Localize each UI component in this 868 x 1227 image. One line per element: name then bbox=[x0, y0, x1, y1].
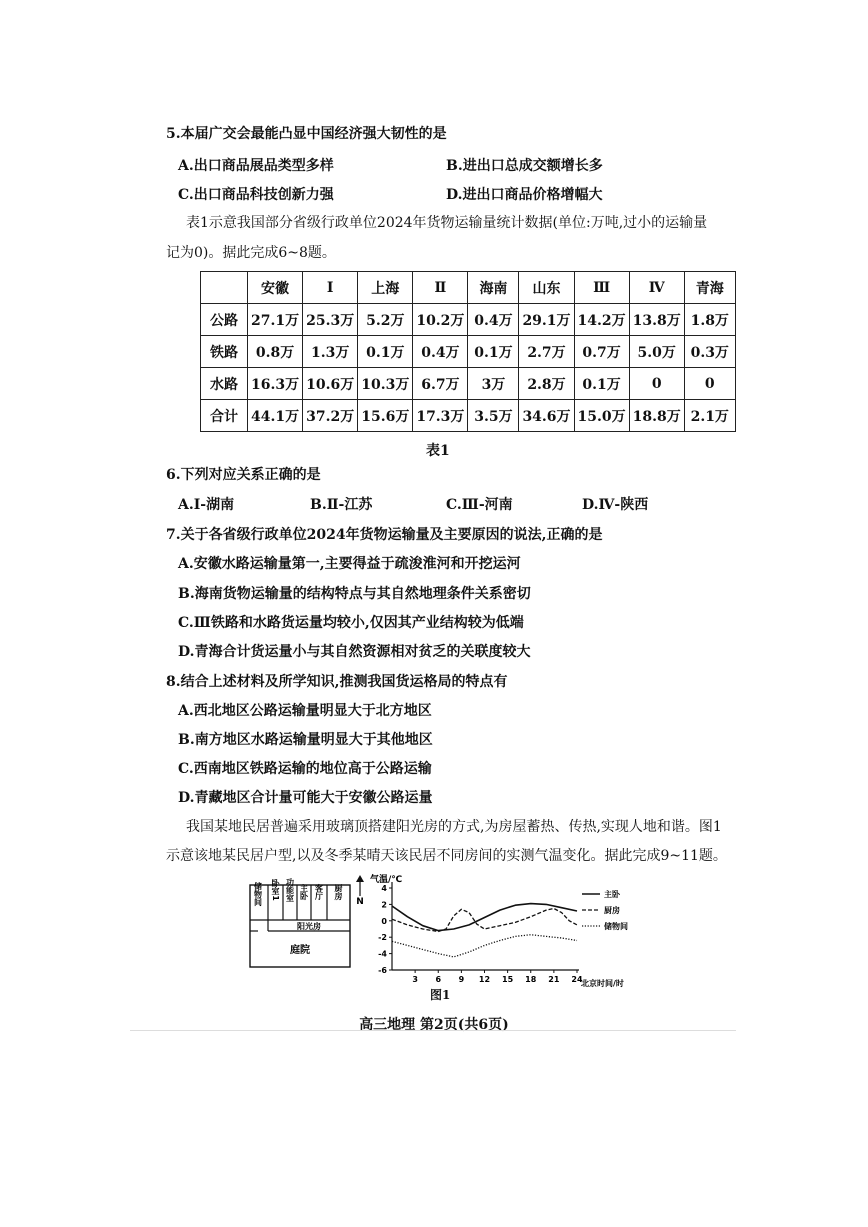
table-cell: 14.2万 bbox=[574, 304, 629, 336]
intro2-line2: 示意该地某民居户型,以及冬季某晴天该民居不同房间的实测气温变化。据此完成9~11题。 bbox=[166, 848, 727, 864]
q5-option-a: A.出口商品展品类型多样 bbox=[178, 158, 334, 174]
q5-option-c: C.出口商品科技创新力强 bbox=[178, 187, 334, 203]
table-cell: 0.7万 bbox=[574, 336, 629, 368]
table-row bbox=[201, 368, 736, 400]
table-cell: 1.8万 bbox=[684, 304, 735, 336]
q6-option-c: C.Ⅲ-河南 bbox=[446, 497, 513, 513]
table-cell: 15.6万 bbox=[358, 400, 413, 432]
x-tick-label: 6 bbox=[435, 975, 442, 984]
q5-stem: 5.本届广交会最能凸显中国经济强大韧性的是 bbox=[166, 126, 447, 142]
table-header-cell: 上海 bbox=[358, 272, 413, 304]
q8-option-b: B.南方地区水路运输量明显大于其他地区 bbox=[178, 732, 433, 748]
table-cell: 0 bbox=[629, 368, 684, 400]
table-1 bbox=[200, 271, 736, 432]
table-cell: 25.3万 bbox=[303, 304, 358, 336]
table-cell: 10.3万 bbox=[358, 368, 413, 400]
series-line-0 bbox=[392, 904, 577, 931]
x-tick-label: 12 bbox=[478, 975, 491, 984]
legend-label: 主卧 bbox=[604, 890, 620, 899]
q5-option-d: D.进出口商品价格增幅大 bbox=[446, 187, 603, 203]
chart-ylabel: 气温/℃ bbox=[370, 875, 403, 885]
table-cell: 铁路 bbox=[201, 336, 248, 368]
table-cell: 0.4万 bbox=[413, 336, 468, 368]
table-row bbox=[201, 400, 736, 432]
table-cell: 2.8万 bbox=[519, 368, 574, 400]
table-cell: 27.1万 bbox=[248, 304, 303, 336]
page-footer: 高三地理 第2页(共6页) bbox=[359, 1017, 509, 1033]
q5-option-b: B.进出口总成交额增长多 bbox=[446, 158, 603, 174]
table-cell: 6.7万 bbox=[413, 368, 468, 400]
table-row bbox=[201, 336, 736, 368]
intro2-line1: 我国某地民居普遍采用玻璃顶搭建阳光房的方式,为房屋蓄热、传热,实现人地和谐。图1 bbox=[186, 819, 722, 835]
room-function-label: 功能室 bbox=[285, 878, 295, 902]
table-cell: 3.5万 bbox=[468, 400, 519, 432]
table-row bbox=[201, 304, 736, 336]
x-tick-label: 15 bbox=[502, 975, 514, 984]
room-storage-label: 储物间 bbox=[253, 882, 263, 906]
room-living-label: 客厅 bbox=[314, 884, 324, 900]
table-cell: 44.1万 bbox=[248, 400, 303, 432]
table-cell: 10.6万 bbox=[303, 368, 358, 400]
x-tick-label: 9 bbox=[458, 975, 465, 984]
table-cell: 0.1万 bbox=[358, 336, 413, 368]
table-header-cell: Ⅰ bbox=[303, 272, 358, 304]
room-bedroom1-label: 卧室1 bbox=[271, 879, 280, 901]
q8-option-d: D.青藏地区合计量可能大于安徽公路运量 bbox=[178, 790, 433, 806]
north-label: N bbox=[356, 897, 364, 907]
table-cell: 18.8万 bbox=[629, 400, 684, 432]
figure-caption: 图1 bbox=[430, 988, 451, 1002]
sunroom-label: 阳光房 bbox=[297, 922, 321, 931]
series-line-2 bbox=[392, 935, 577, 957]
table-header-cell: 安徽 bbox=[248, 272, 303, 304]
temperature-chart bbox=[362, 870, 652, 1000]
y-tick-label: -6 bbox=[378, 966, 387, 975]
q8-option-a: A.西北地区公路运输量明显大于北方地区 bbox=[178, 703, 432, 719]
q7-option-d: D.青海合计货运量小与其自然资源相对贫乏的关联度较大 bbox=[178, 644, 531, 660]
table-cell: 3万 bbox=[468, 368, 519, 400]
table-cell: 0.8万 bbox=[248, 336, 303, 368]
q7-option-c: C.Ⅲ铁路和水路货运量均较小,仅因其产业结构较为低端 bbox=[178, 615, 524, 631]
q6-option-d: D.Ⅳ-陕西 bbox=[582, 497, 649, 513]
table-cell: 公路 bbox=[201, 304, 248, 336]
table-cell: 1.3万 bbox=[303, 336, 358, 368]
table-cell: 0.3万 bbox=[684, 336, 735, 368]
q7-stem: 7.关于各省级行政单位2024年货物运输量及主要原因的说法,正确的是 bbox=[166, 527, 603, 543]
table-cell: 29.1万 bbox=[519, 304, 574, 336]
q6-option-b: B.Ⅱ-江苏 bbox=[310, 497, 373, 513]
x-tick-label: 24 bbox=[571, 975, 583, 984]
footer-divider bbox=[130, 1030, 736, 1031]
table-header-cell bbox=[201, 272, 248, 304]
table-cell: 0.4万 bbox=[468, 304, 519, 336]
legend-label: 厨房 bbox=[604, 906, 620, 915]
y-tick-label: -4 bbox=[378, 949, 387, 959]
table-cell: 13.8万 bbox=[629, 304, 684, 336]
table-header-cell: Ⅲ bbox=[574, 272, 629, 304]
table-header-cell: 青海 bbox=[684, 272, 735, 304]
table-cell: 37.2万 bbox=[303, 400, 358, 432]
intro1-line2: 记为0)。据此完成6~8题。 bbox=[166, 245, 336, 261]
table-cell: 2.1万 bbox=[684, 400, 735, 432]
x-tick-label: 21 bbox=[548, 975, 560, 984]
y-tick-label: -2 bbox=[378, 933, 387, 943]
table-cell: 0.1万 bbox=[468, 336, 519, 368]
y-tick-label: 0 bbox=[381, 916, 387, 926]
table-cell: 5.0万 bbox=[629, 336, 684, 368]
courtyard-label: 庭院 bbox=[290, 945, 310, 956]
table-header-cell: 山东 bbox=[519, 272, 574, 304]
chart-xlabel: 北京时间/时 bbox=[581, 979, 624, 988]
table-cell: 10.2万 bbox=[413, 304, 468, 336]
y-tick-label: 2 bbox=[381, 900, 387, 910]
series-line-1 bbox=[392, 909, 577, 932]
legend-label: 储物间 bbox=[604, 922, 628, 931]
q7-option-b: B.海南货物运输量的结构特点与其自然地理条件关系密切 bbox=[178, 586, 531, 602]
x-tick-label: 3 bbox=[412, 975, 418, 984]
room-kitchen-label: 厨房 bbox=[334, 884, 343, 900]
q6-option-a: A.Ⅰ-湖南 bbox=[178, 497, 235, 513]
table-cell: 0.1万 bbox=[574, 368, 629, 400]
table-cell: 2.7万 bbox=[519, 336, 574, 368]
table-cell: 34.6万 bbox=[519, 400, 574, 432]
q8-stem: 8.结合上述材料及所学知识,推测我国货运格局的特点有 bbox=[166, 674, 508, 690]
table-cell: 合计 bbox=[201, 400, 248, 432]
table-cell: 17.3万 bbox=[413, 400, 468, 432]
q6-stem: 6.下列对应关系正确的是 bbox=[166, 467, 321, 483]
q8-option-c: C.西南地区铁路运输的地位高于公路运输 bbox=[178, 761, 432, 777]
table-header-cell: 海南 bbox=[468, 272, 519, 304]
room-master-label: 主卧 bbox=[299, 884, 309, 900]
table-cell: 16.3万 bbox=[248, 368, 303, 400]
table-caption: 表1 bbox=[426, 443, 450, 459]
table-header-row bbox=[201, 272, 736, 304]
q7-option-a: A.安徽水路运输量第一,主要得益于疏浚淮河和开挖运河 bbox=[178, 556, 521, 572]
intro1-line1: 表1示意我国部分省级行政单位2024年货物运输量统计数据(单位:万吨,过小的运输量 bbox=[186, 215, 708, 231]
y-tick-label: 4 bbox=[381, 884, 387, 893]
table-cell: 5.2万 bbox=[358, 304, 413, 336]
table-cell: 15.0万 bbox=[574, 400, 629, 432]
floor-plan bbox=[240, 870, 370, 980]
table-cell: 水路 bbox=[201, 368, 248, 400]
x-tick-label: 18 bbox=[525, 975, 537, 984]
table-header-cell: Ⅱ bbox=[413, 272, 468, 304]
table-cell: 0 bbox=[684, 368, 735, 400]
table-header-cell: Ⅳ bbox=[629, 272, 684, 304]
